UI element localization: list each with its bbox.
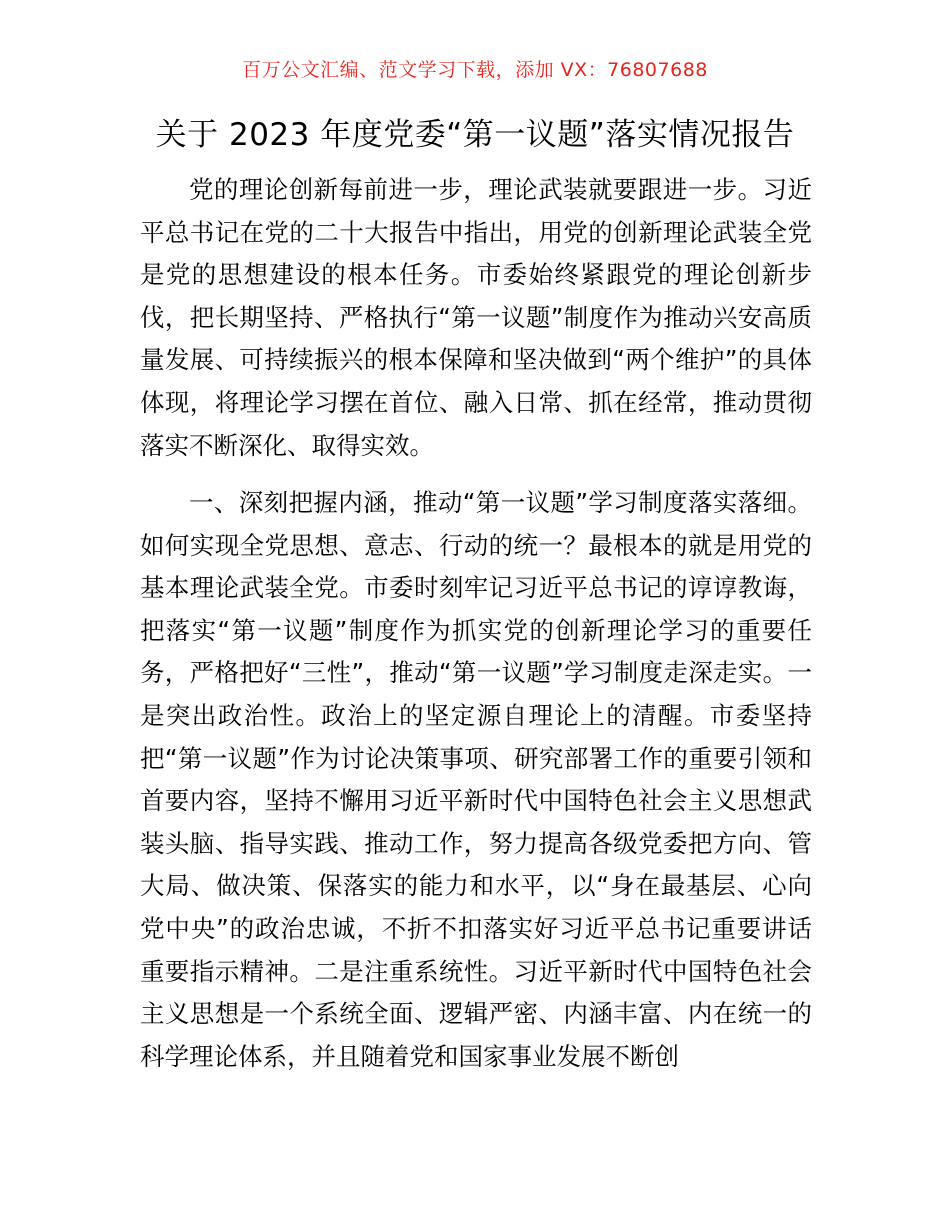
body-paragraph-1: 党的理论创新每前进一步，理论武装就要跟进一步。习近平总书记在党的二十大报告中指出，用党的创新理论武装全党是党的思想建设的根本任务。市委始终紧跟党的理论创新步伐，把长期坚持、严格执行“第一议题”制度作为推动兴安高质量发展、可持续振兴的根本保障和坚决做到“两个维护”的具体体现，将理论学习摆在首位、融入日常、抓在经常，推动贯彻落实不断深化、取得实效。 xyxy=(140,175,812,460)
body-paragraph-2: 一、深刻把握内涵，推动“第一议题”学习制度落实落细。如何实现全党思想、意志、行动的统一？最根本的就是用党的基本理论武装全党。市委时刻牢记习近平总书记的谆谆教诲，把落实“第一议题”制度作为抓实党的创新理论学习的重要任务，严格把好“三性”，推动“第一议题”学习制度走深走实。一是突出政治性。政治上的坚定源自理论上的清醒。市委坚持把“第一议题”作为讨论决策事项、研究部署工作的重要引领和首要内容，坚持不懈用习近平新时代中国特色社会主义思想武装头脑、指导实践、推动工作，努力提高各级党委把方向、管大局、做决策、保落实的能力和水平，以“身在最基层、心向党中央”的政治忠诚，不折不扣落实好习近平总书记重要讲话重要指示精神。二是注重系统性。习近平新时代中国特色社会主义思想是一个系统全面、逻辑严密、内涵丰富、内在统一的科学理论体系，并且随着党和国家事业发展不断创 xyxy=(140,488,812,1071)
document-title: 关于 2023 年度党委“第一议题”落实情况报告 xyxy=(155,117,795,153)
header-promo-note: 百万公文汇编、范文学习下载，添加 VX：76807688 xyxy=(242,59,708,81)
